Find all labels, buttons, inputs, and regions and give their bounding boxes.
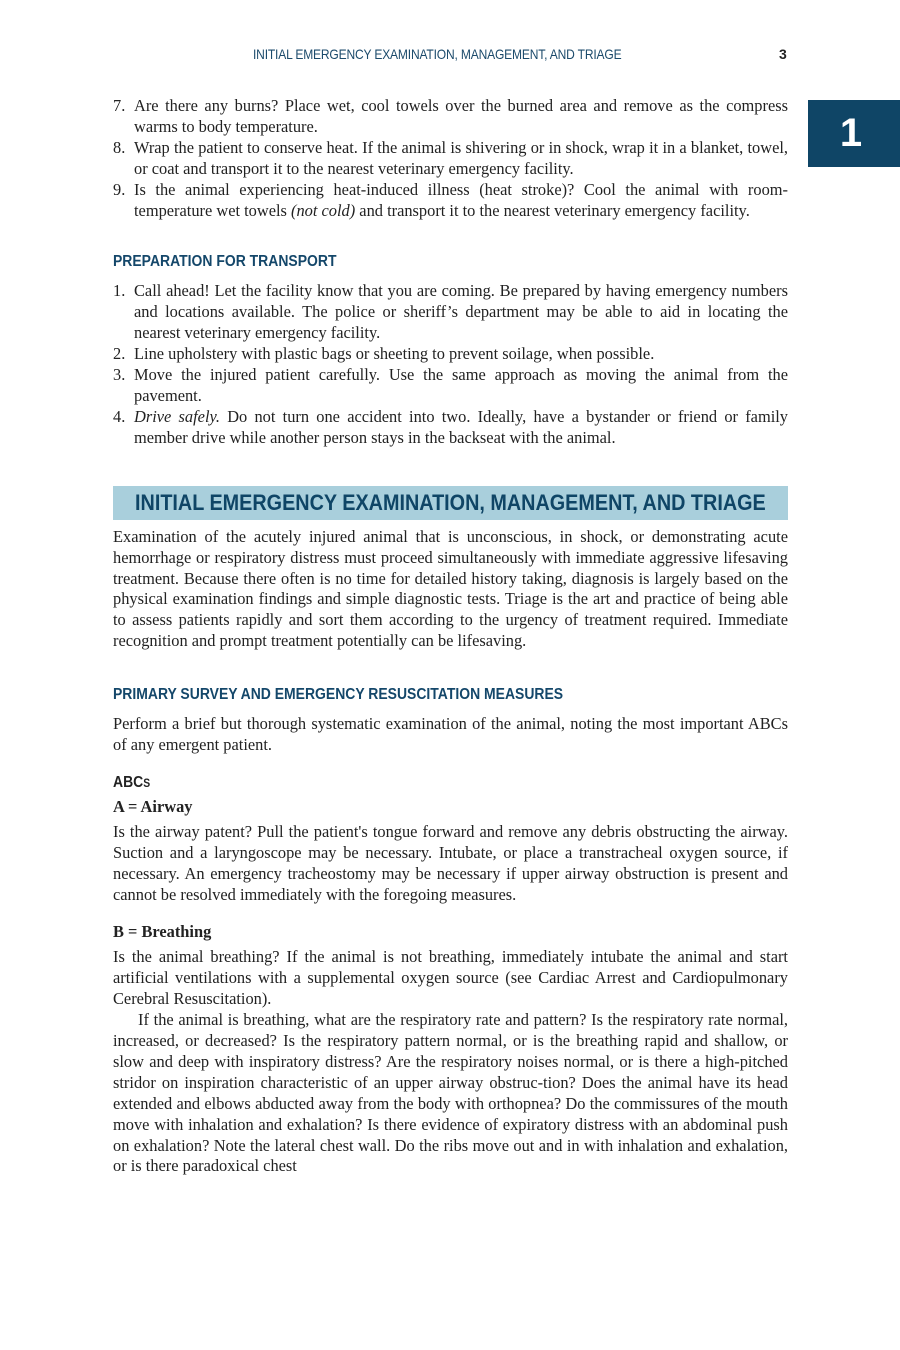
list-item [113, 365, 788, 407]
airway-paragraph: Is the airway patent? Pull the patient's tongue forward and remove any debris obstructing the airway. Suction and a laryngoscope may be necessary. Intubate, or place a transtracheal oxygen source, if necessary. An emergency tracheostomy may be necessary if upper airway obstruction is present and cannot be resolved immediately with the foregoing measures. [113, 821, 788, 904]
list-item [113, 407, 788, 449]
intro-paragraph: Examination of the acutely injured animal that is unconscious, in shock, or demonstrating acute hemorrhage or respiratory distress must proceed simultaneously with immediate aggressive lifesaving treatment. Because there often is no time for detailed history taking, diagnosis is largely based on the physical examination findings and simple diagnostic tests. Triage is the art and practice of being able to assess patients rapidly and sort them according to the urgency of treatment required. Immediate recognition and prompt treatment potentially can be lifesaving. [113, 526, 788, 651]
list-text-italic: (not cold) [291, 200, 356, 220]
list-text-italic: Drive safely. [134, 406, 220, 426]
list-text: Wrap the patient to conserve heat. If the animal is shivering or in shock, wrap it in a blanket, towel, or coat and transport it to the nearest veterinary emergency facility. [134, 137, 788, 178]
list-number: 9. [113, 179, 126, 199]
list-item [113, 180, 788, 222]
abcs-heading-main: ABC [113, 773, 144, 791]
list-item [113, 138, 788, 180]
breathing-paragraph-2: If the animal is breathing, what are the respiratory rate and pattern? Is the respiratory rate normal, increased, or decreased? Is the respiratory pattern normal, or is the breathing rapid and shallow, or slow and deep with inspiratory distress? Are the respiratory noises normal, or is there a high-pitched stridor on inspiration characteristic of an upper airway obstruc-tion? Does the animal have its head extended and elbows abducted away from the body with orthopnea? Do the commissures of the mouth move with inhalation and exhalation? Is there evidence of expiratory distress with an abdominal push on exhalation? Note the lateral chest wall. Do the ribs move out and in with inhalation and exhalation, or is there paradoxical chest [113, 1010, 788, 1176]
breathing-paragraph-1: Is the animal breathing? If the animal is not breathing, immediately intubate the animal and start artificial ventilations with a supplemental oxygen source (see Cardiac Arrest and Cardiopulmonary Cerebral Resuscitation). [113, 947, 788, 1009]
transport-list [113, 281, 788, 448]
section-heading-primary-survey: PRIMARY SURVEY AND EMERGENCY RESUSCITATION MEASURES [113, 686, 564, 704]
chapter-section-banner [113, 486, 788, 520]
chapter-tab: 1 [808, 100, 900, 167]
running-head-title: INITIAL EMERGENCY EXAMINATION, MANAGEMENT, AND TRIAGE [253, 46, 622, 62]
running-head [0, 46, 900, 66]
continued-list [113, 96, 788, 221]
page-content [113, 96, 788, 1177]
list-number: 2. [113, 344, 126, 364]
abcs-heading-suffix: S [143, 777, 151, 790]
list-item [113, 96, 788, 138]
abcs-heading [113, 774, 721, 792]
section-heading-transport: PREPARATION FOR TRANSPORT [113, 253, 337, 271]
list-number: 1. [113, 281, 126, 301]
list-text: and transport it to the nearest veterinary emergency facility. [355, 200, 750, 220]
list-number: 7. [113, 96, 126, 115]
list-text: Are there any burns? Place wet, cool towels over the burned area and remove as the compress warms to body temperature. [134, 96, 788, 136]
list-text: Is the animal experiencing heat-induced illness (heat stroke)? Cool the animal with room-temperature wet towels [134, 179, 788, 220]
list-item [113, 344, 788, 365]
banner-title: INITIAL EMERGENCY EXAMINATION, MANAGEMENT, AND TRIAGE [135, 489, 766, 515]
list-text: Call ahead! Let the facility know that you are coming. Be prepared by having emergency numbers and locations available. The police or sheriff’s department may be able to aid in locating the nearest veterinary emergency facility. [134, 281, 788, 343]
page-number: 3 [779, 46, 787, 62]
list-number: 3. [113, 365, 126, 385]
list-text: Move the injured patient carefully. Use the same approach as moving the animal from the pavement. [134, 365, 788, 405]
list-text: Do not turn one accident into two. Ideally, have a bystander or friend or family member drive while another person stays in the backseat with the animal. [134, 406, 789, 447]
primary-survey-paragraph: Perform a brief but thorough systematic examination of the animal, noting the most important ABCs of any emergent patient. [113, 714, 788, 755]
list-number: 8. [113, 137, 126, 157]
breathing-heading: B = Breathing [113, 922, 212, 942]
airway-heading: A = Airway [113, 796, 193, 816]
list-text: Line upholstery with plastic bags or sheeting to prevent soilage, when possible. [134, 344, 655, 364]
list-number: 4. [113, 406, 126, 426]
list-item [113, 281, 788, 344]
